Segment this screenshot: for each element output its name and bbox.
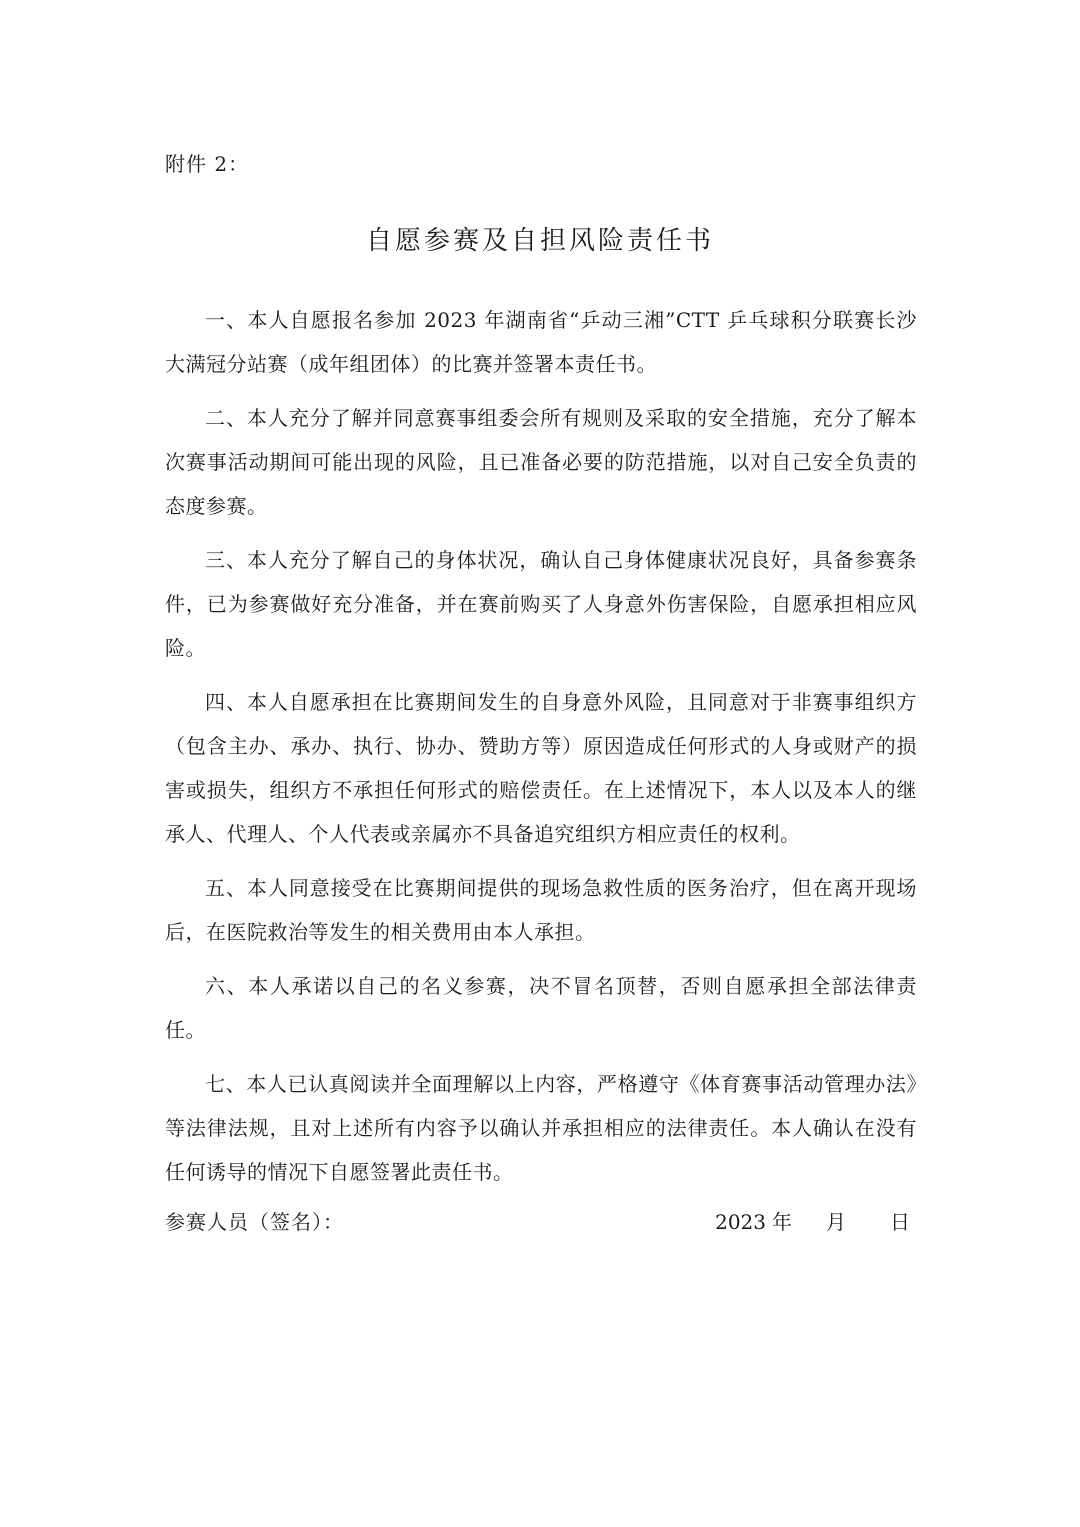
date-year-unit: 年	[772, 1210, 792, 1234]
clause-7: 七、本人已认真阅读并全面理解以上内容，严格遵守《体育赛事活动管理办法》等法律法规，且对上述所有内容予以确认并承担相应的法律责任。本人确认在没有任何诱导的情况下自愿签署此责任书。	[165, 1072, 917, 1184]
date-year: 2023	[715, 1210, 766, 1234]
clause-3: 三、本人充分了解自己的身体状况，确认自己身体健康状况良好，具备参赛条件，已为参赛做好充分准备，并在赛前购买了人身意外伤害保险，自愿承担相应风险。	[165, 548, 917, 660]
clause-2: 二、本人充分了解并同意赛事组委会所有规则及采取的安全措施，充分了解本次赛事活动期间可能出现的风险，且已准备必要的防范措施，以对自己安全负责的态度参赛。	[165, 406, 917, 518]
date-month-unit: 月	[826, 1210, 846, 1234]
clause-6: 六、本人承诺以自己的名义参赛，决不冒名顶替，否则自愿承担全部法律责任。	[165, 974, 917, 1042]
date-day-unit: 日	[890, 1210, 910, 1234]
document-body	[165, 298, 917, 1204]
signature-row	[165, 1206, 910, 1240]
attachment-label: 附件 2：	[165, 152, 250, 176]
signature-label: 参赛人员（签名）：	[165, 1210, 344, 1234]
clause-4: 四、本人自愿承担在比赛期间发生的自身意外风险，且同意对于非赛事组织方（包含主办、承办、执行、协办、赞助方等）原因造成任何形式的人身或财产的损害或损失，组织方不承担任何形式的赔偿责任。在上述情况下，本人以及本人的继承人、代理人、个人代表或亲属亦不具备追究组织方相应责任的权利。	[165, 690, 917, 846]
clause-5: 五、本人同意接受在比赛期间提供的现场急救性质的医务治疗，但在离开现场后，在医院救治等发生的相关费用由本人承担。	[165, 876, 917, 944]
document-title: 自愿参赛及自担风险责任书	[365, 226, 714, 256]
clause-1: 一、本人自愿报名参加 2023 年湖南省“乒动三湘”CTT 乒乓球积分联赛长沙大满冠分站赛（成年组团体）的比赛并签署本责任书。	[165, 308, 917, 376]
signature-date	[715, 1206, 910, 1235]
